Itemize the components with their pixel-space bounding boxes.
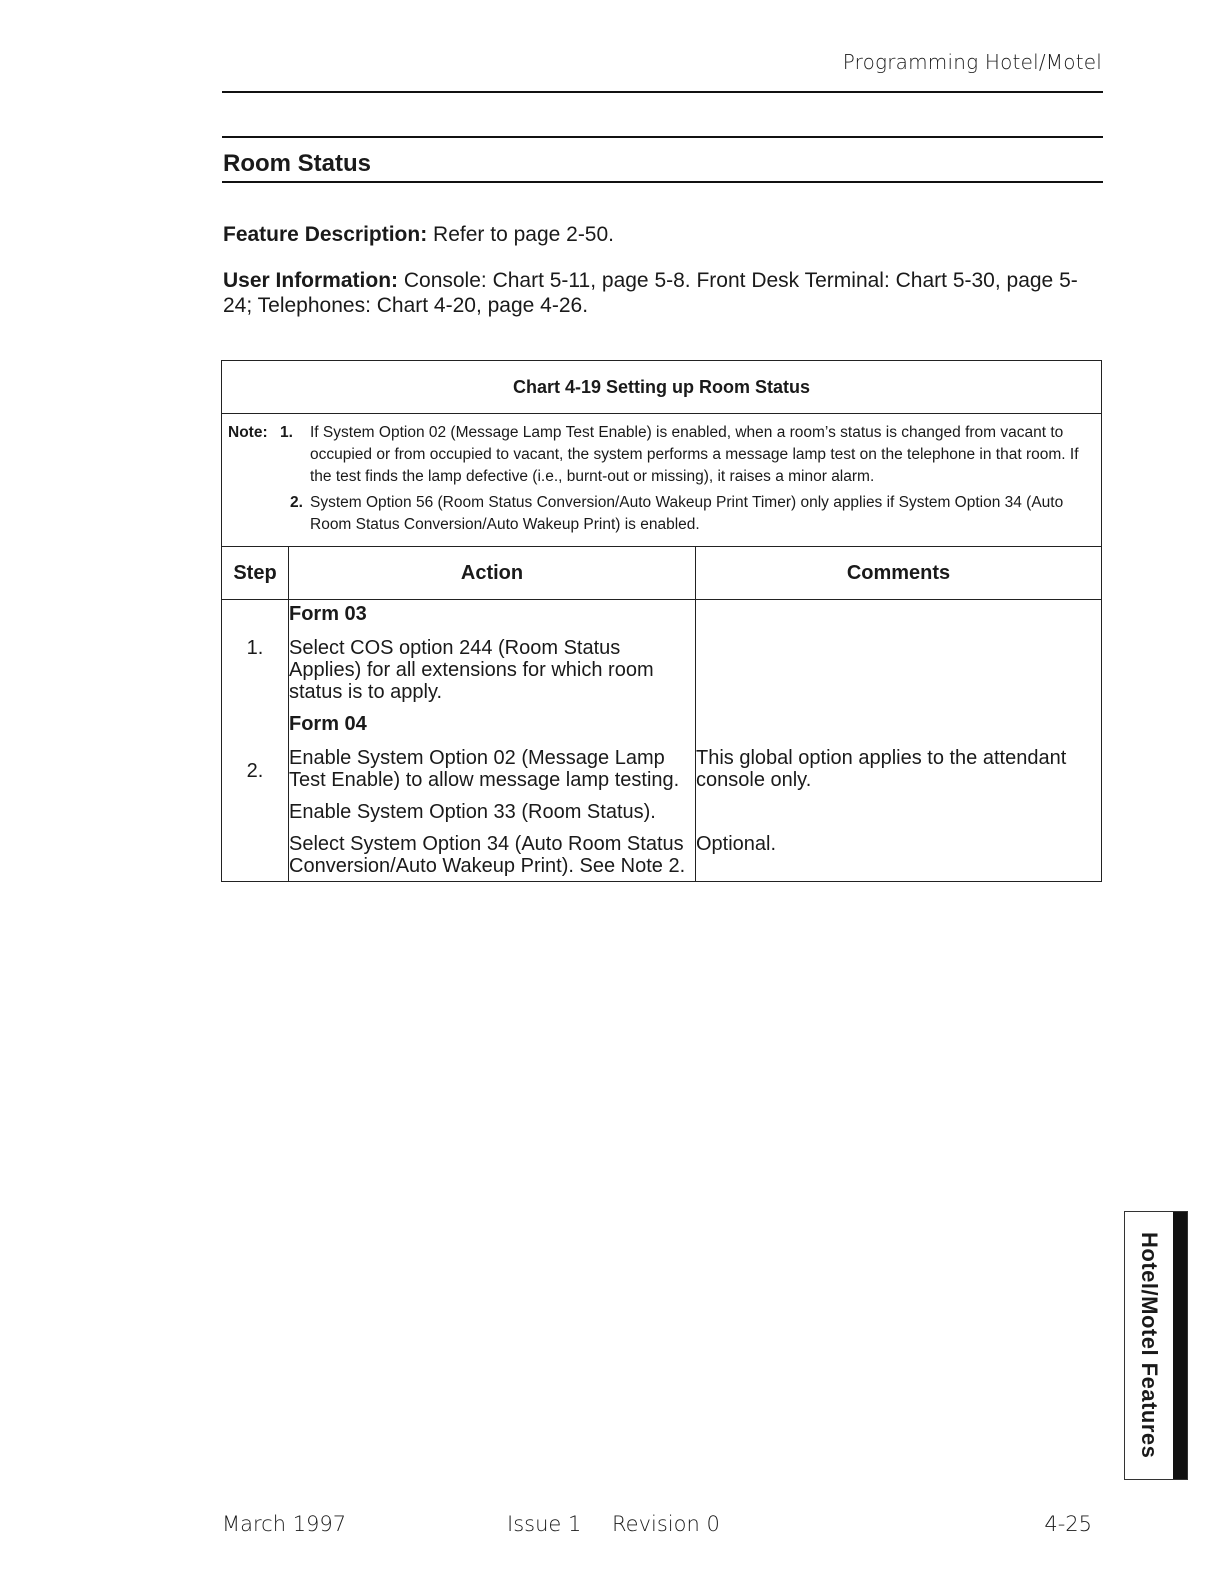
- feature-description-label: Feature Description:: [223, 223, 428, 246]
- feature-description: [223, 222, 1103, 247]
- comment-text: This global option applies to the attendant console only.: [696, 747, 1067, 791]
- feature-description-text: Refer to page 2-50.: [427, 223, 615, 246]
- note-number: 1.: [280, 424, 293, 441]
- note-number: 2.: [290, 494, 303, 511]
- user-information-text: Console: Chart 5-11, page 5-8. Front Desk Terminal: Chart 5-30, page 5-24; Telephones: Chart 4-20, page 4-26.: [223, 269, 1078, 317]
- form-heading: Form 03: [289, 603, 367, 625]
- header-rule: [222, 91, 1103, 93]
- section-top-rule: [222, 136, 1103, 138]
- footer-page-number: 4-25: [1044, 1512, 1092, 1536]
- column-header-comments: Comments: [696, 547, 1102, 600]
- action-cell: [289, 600, 696, 882]
- section-bottom-rule: [222, 181, 1103, 183]
- side-tab-label: Hotel/Motel Features: [1137, 1232, 1162, 1459]
- setup-chart-table: [221, 360, 1102, 882]
- side-tab-bar: [1173, 1212, 1187, 1479]
- comment-text: Optional.: [696, 833, 777, 855]
- action-text: Enable System Option 33 (Room Status).: [289, 801, 656, 823]
- action-text: Select COS option 244 (Room Status Applies) for all extensions for which room status is to apply.: [289, 637, 654, 703]
- footer-issue: Issue 1: [507, 1512, 582, 1536]
- step-cell: [222, 600, 289, 882]
- chapter-side-tab: [1124, 1211, 1188, 1480]
- user-information-label: User Information:: [223, 269, 399, 292]
- action-text: Select System Option 34 (Auto Room Status Conversion/Auto Wakeup Print). See Note 2.: [289, 833, 686, 877]
- column-header-step: Step: [222, 547, 289, 600]
- footer-revision: Revision 0: [612, 1512, 720, 1536]
- note-label: Note:: [228, 424, 268, 441]
- user-information: [223, 268, 1103, 318]
- step-number: 2.: [246, 760, 264, 782]
- note-item: [228, 492, 1093, 536]
- column-header-action: Action: [289, 547, 696, 600]
- action-text: Enable System Option 02 (Message Lamp Test Enable) to allow message lamp testing.: [289, 747, 680, 791]
- step-number: 1.: [246, 637, 264, 659]
- note-text: System Option 56 (Room Status Conversion/Auto Wakeup Print Timer) only applies if System Option 34 (Auto Room Status Conversion/Auto Wakeup Print) is enabled.: [310, 494, 1064, 533]
- chart-notes: [222, 414, 1102, 547]
- note-text: If System Option 02 (Message Lamp Test Enable) is enabled, when a room’s status is changed from vacant to occupied or from occupied to vacant, the system performs a message lamp test on the telephone in that room. If the test finds the lamp defective (i.e., burnt-out or missing), it raises a minor alarm.: [310, 424, 1079, 485]
- footer-date: March 1997: [222, 1512, 347, 1536]
- running-header: Programming Hotel/Motel: [842, 50, 1102, 74]
- note-item: [228, 422, 1093, 488]
- chart-title: Chart 4-19 Setting up Room Status: [222, 361, 1102, 414]
- form-heading: Form 04: [289, 713, 367, 735]
- section-title: Room Status: [223, 150, 372, 177]
- comments-cell: [696, 600, 1102, 882]
